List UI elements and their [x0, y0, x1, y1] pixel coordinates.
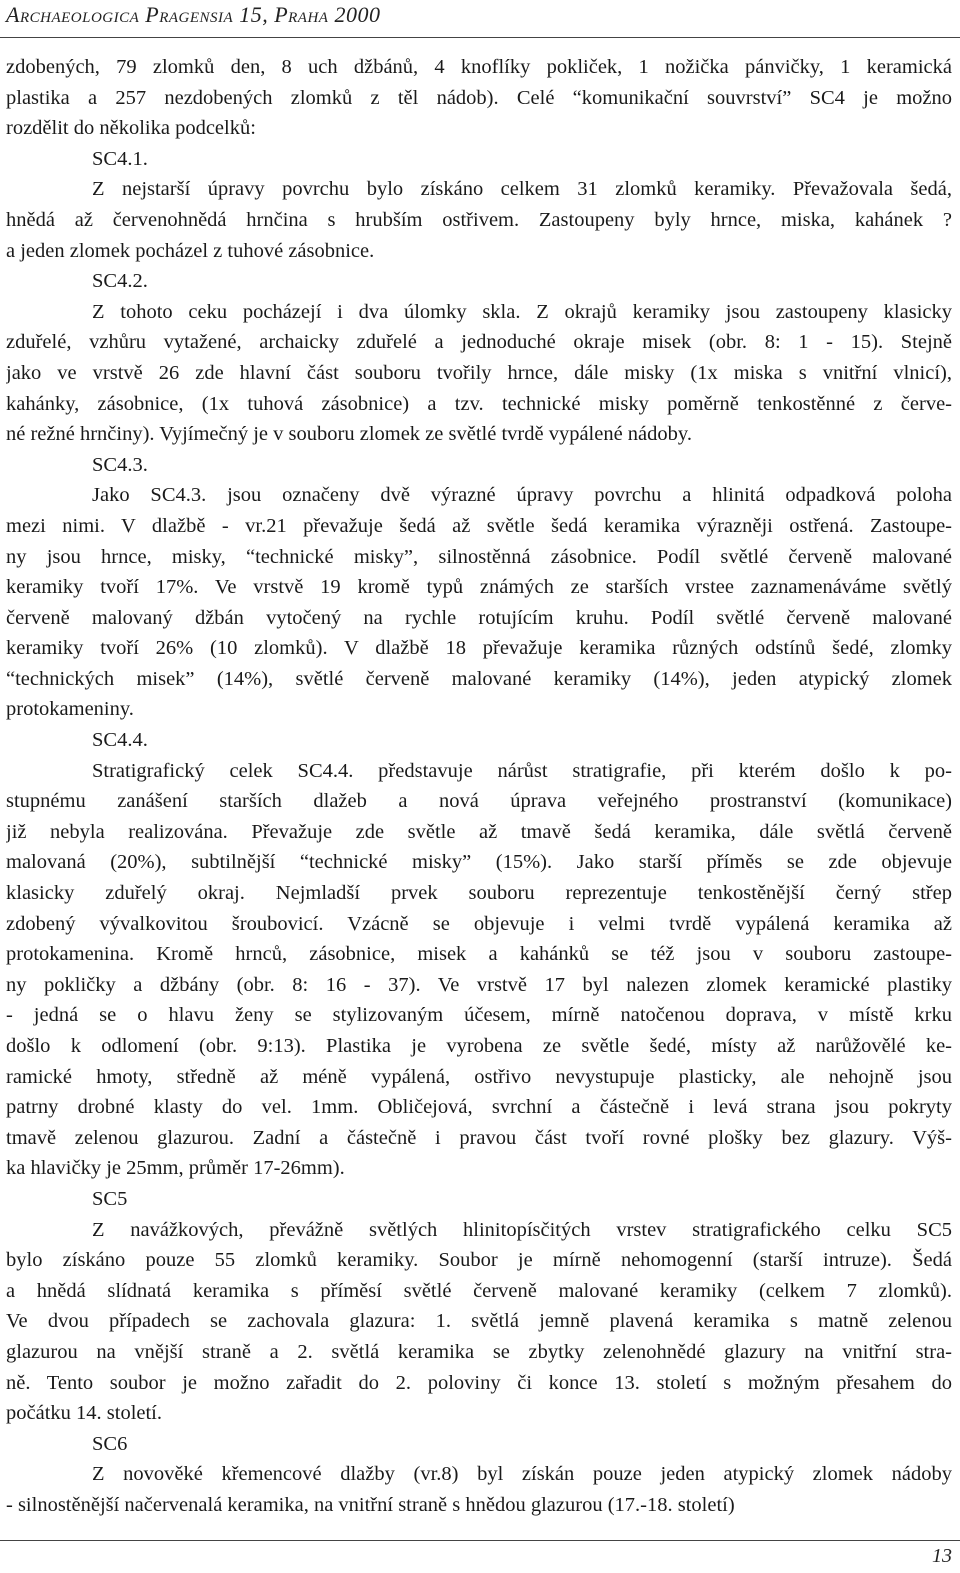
text-line: ramické hmoty, středně až méně vypálená, ostřivo nevystupuje plasticky, ale nehojně jsou: [6, 1065, 952, 1088]
text-line: keramiky tvoří 17%. Ve vrstvě 19 kromě typů známých ze starších vrstee zaznamenáváme světlý: [6, 576, 952, 599]
body-text: [6, 52, 952, 1521]
text-line: Z navážkových, převážně světlých hlinitopísčitých vrstev stratigrafického celku SC5: [92, 1218, 952, 1241]
page-number: 13: [932, 1545, 952, 1567]
text-line: červeně malovaný džbán vytočený na rychle rotujícím kruhu. Podíl světlé červeně malované: [6, 606, 952, 629]
text-line: rozdělit do několika podcelků:: [6, 117, 256, 140]
text-line: kahánky, zásobnice, (1x tuhová zásobnice) a tzv. technické misky poměrně tenkostěnné z červe-: [6, 392, 952, 415]
text-line: hnědá až červenohnědá hrnčina s hrubším ostřivem. Zastoupeny byly hrnce, miska, kahánek ?: [6, 208, 952, 231]
text-line: keramiky tvoří 26% (10 zlomků). V dlažbě 18 převažuje keramika různých odstínů šedé, zlomky: [6, 637, 952, 660]
text-line: Z tohoto ceku pocházejí i dva úlomky skla. Z okrajů keramiky jsou zastoupeny klasicky: [92, 300, 952, 323]
text-line: - jedná se o hlavu ženy se stylizovaným účesem, mírně natočenou doprava, v místě krku: [6, 1004, 952, 1027]
text-line: malovaná (20%), subtilnější “technické misky” (15%). Jako starší příměs se zde objevuje: [6, 851, 952, 874]
text-line: SC4.2.: [92, 270, 148, 293]
text-line: “technických misek” (14%), světlé červeně malované keramiky (14%), jeden atypický zlomek: [6, 667, 952, 690]
text-line: počátku 14. století.: [6, 1402, 163, 1425]
text-line: a jeden zlomek pocházel z tuhové zásobnice.: [6, 239, 375, 262]
text-line: protokamenina. Kromě hrnců, zásobnice, misek a kahánků se též jsou v souboru zastoupe-: [6, 943, 952, 966]
text-line: ně. Tento soubor je možno zařadit do 2. poloviny či konce 13. století s možným přesahem do: [6, 1371, 952, 1394]
text-line: SC5: [92, 1187, 128, 1210]
text-line: zduřelé, vzhůru vytažené, archaicky zduřelé a jednoduché okraje misek (obr. 8: 1 - 15). Stejně: [6, 331, 952, 354]
text-line: zdobených, 79 zlomků den, 8 uch džbánů, 4 knoflíky pokliček, 1 nožička pánvičky, 1 keramická: [6, 56, 952, 78]
header-divider: [0, 37, 960, 38]
footer-divider: [0, 1540, 960, 1541]
text-line: tmavě zelenou glazurou. Zadní a částečně i pravou část tvoří rovné plošky bez glazury. Výš-: [6, 1126, 952, 1149]
text-line: jako ve vrstvě 26 zde hlavní část souboru tvořily hrnce, dále misky (1x miska s vnitřní vlnicí),: [6, 361, 952, 384]
text-line: klasicky zduřelý okraj. Nejmladší prvek souboru reprezentuje tenkostěnější černý střep: [6, 882, 952, 905]
text-line: ka hlavičky je 25mm, průměr 17-26mm).: [6, 1157, 345, 1180]
text-line: mezi nimi. V dlažbě - vr.21 převažuje šedá až světle šedá keramika výrazněji ostřená. Zastoupe-: [6, 514, 952, 537]
text-line: zdobený vývalkovitou šroubovicí. Vzácně se objevuje i velmi tvrdě vypálená keramika až: [6, 912, 952, 935]
text-line: - silnostěnější načervenalá keramika, na vnitřní straně s hnědou glazurou (17.-18. století): [6, 1493, 735, 1516]
text-line: a hnědá slídnatá keramika s příměsí světlé červeně malované keramiky (celkem 7 zlomků).: [6, 1279, 952, 1302]
text-line: došlo k odlomení (obr. 9:13). Plastika je vyrobena ze světle šedé, místy až narůžovělé ke-: [6, 1035, 952, 1057]
text-line: né režné hrnčiny). Vyjímečný je v souboru zlomek ze světlé tvrdě vypálené nádoby.: [6, 423, 692, 446]
text-line: SC4.4.: [92, 729, 148, 752]
text-line: patrny drobné klasty do vel. 1mm. Obličejová, svrchní a částečně i levá strana jsou pokryty: [6, 1096, 952, 1119]
text-line: stupnému zanášení starších dlažeb a nová úprava veřejného prostranství (komunikace): [6, 790, 952, 813]
text-line: protokameniny.: [6, 698, 134, 721]
text-line: glazurou na vnější straně a 2. světlá keramika se zbytky zelenohnědé glazury na vnitřní stra-: [6, 1340, 952, 1363]
text-line: Z novověké křemencové dlažby (vr.8) byl získán pouze jeden atypický zlomek nádoby: [92, 1463, 952, 1486]
text-line: plastika a 257 nezdobených zlomků z těl nádob). Celé “komunikační souvrství” SC4 je možno: [6, 86, 952, 109]
text-line: ny jsou hrnce, misky, “technické misky”, silnostěnná zásobnice. Podíl světlé červeně malované: [6, 545, 952, 568]
running-header: Archaeologica Pragensia 15, Praha 2000: [6, 2, 381, 27]
text-line: ny pokličky a džbány (obr. 8: 16 - 37). Ve vrstvě 17 byl nalezen zlomek keramické plastiky: [6, 973, 952, 996]
text-line: Ve dvou případech se zachovala glazura: 1. světlá jemně plavená keramika s matně zelenou: [6, 1310, 952, 1333]
text-line: Z nejstarší úpravy povrchu bylo získáno celkem 31 zlomků keramiky. Převažovala šedá,: [92, 178, 952, 201]
text-line: SC4.1.: [92, 147, 148, 170]
text-line: Jako SC4.3. jsou označeny dvě výrazné úpravy povrchu a hlinitá odpadková poloha: [92, 484, 952, 507]
text-line: SC6: [92, 1432, 128, 1455]
text-line: bylo získáno pouze 55 zlomků keramiky. Soubor je mírně nehomogenní (starší intruze). Šedá: [6, 1249, 952, 1272]
text-line: Stratigrafický celek SC4.4. představuje nárůst stratigrafie, při kterém došlo k po-: [92, 759, 952, 782]
text-line: již nebyla realizována. Převažuje zde světle až tmavě šedá keramika, dále světlá červeně: [6, 820, 952, 843]
text-line: SC4.3.: [92, 453, 148, 476]
